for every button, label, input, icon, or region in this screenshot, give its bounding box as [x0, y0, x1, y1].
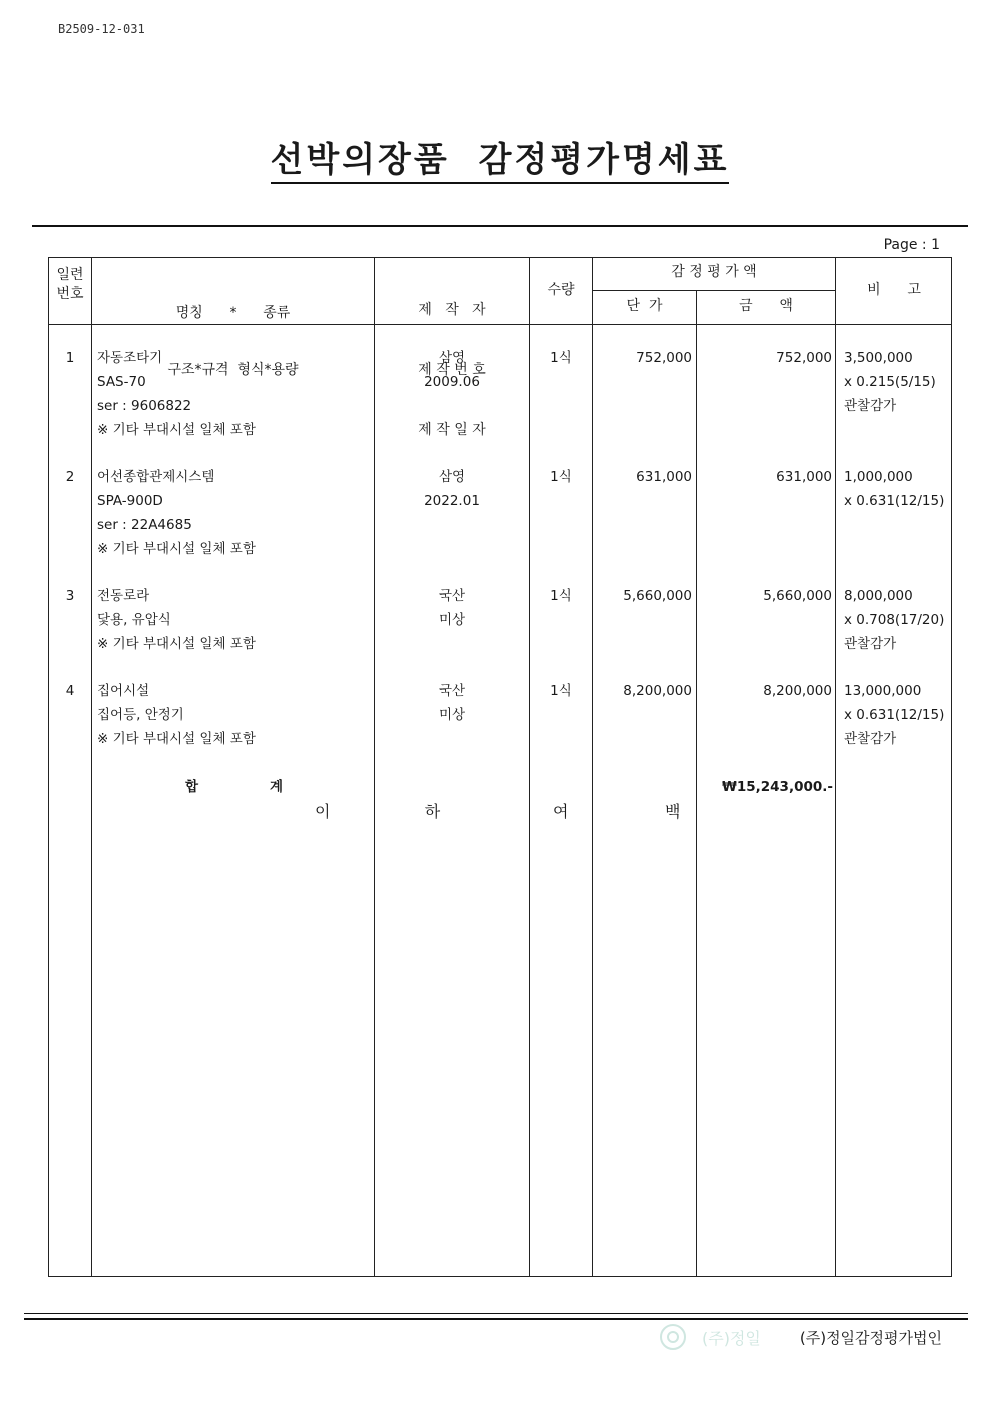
header-quantity: 수량: [547, 282, 575, 298]
header-remarks: 비 고: [867, 282, 921, 298]
item-remarks-base: 3,500,000: [844, 350, 913, 366]
item-remarks: [844, 584, 944, 656]
company-name: (주)정일감정평가법인: [799, 1329, 942, 1347]
blank-marker-3: 여: [553, 802, 569, 821]
blank-marker-4: 백: [665, 802, 681, 821]
item-description: [97, 679, 256, 751]
item-remarks-note: 관찰감가: [844, 731, 897, 747]
item-maker: [375, 346, 529, 394]
item-remarks-factor: x 0.631(12/15): [844, 707, 945, 723]
item-name: 전동로라: [97, 588, 150, 604]
seal-logo-icon: [658, 1322, 688, 1352]
header-unit-price: 단 가: [626, 298, 663, 314]
item-maker-date: 2009.06: [424, 374, 480, 390]
header-serial-no: [49, 266, 91, 304]
total-label-2: 계: [270, 779, 284, 795]
item-serial-no: 4: [65, 683, 75, 699]
page-title: [0, 132, 1000, 181]
item-remarks-factor: x 0.215(5/15): [844, 374, 936, 390]
col-divider: [529, 257, 530, 1277]
header-serial-no-line2: 번호: [56, 286, 84, 302]
item-description: [97, 346, 256, 442]
item-serial: ser : 22A4685: [97, 517, 192, 533]
item-serial-no: 2: [65, 469, 75, 485]
item-unit-price: 631,000: [636, 469, 692, 485]
item-maker-date: 미상: [438, 707, 466, 723]
col-divider: [592, 257, 593, 1277]
item-quantity: 1식: [550, 469, 572, 485]
item-amount: 752,000: [776, 350, 832, 366]
item-note: ※ 기타 부대시설 일체 포함: [97, 636, 256, 652]
item-maker-name: 삼영: [438, 469, 466, 485]
title-text: 선박의장품 감정평가명세표: [271, 140, 730, 184]
item-quantity: 1식: [550, 588, 572, 604]
seal-text: (주)정일: [702, 1329, 761, 1348]
header-maker-line3: 제 작 일 자: [418, 422, 486, 438]
item-maker-name: 삼영: [438, 350, 466, 366]
item-quantity: 1식: [550, 683, 572, 699]
item-maker: [375, 584, 529, 632]
item-maker-date: 미상: [438, 612, 466, 628]
header-maker-line1: 제 작 자: [418, 302, 486, 318]
header-name-line2: 구조*규격 형식*용량: [167, 362, 299, 378]
title-divider: [32, 225, 968, 227]
total-label-1: 합: [185, 779, 199, 795]
footer-divider-top: [24, 1313, 968, 1314]
item-description: [97, 584, 256, 656]
header-maker-line2: 제 작 번 호: [418, 362, 486, 378]
col-divider: [91, 257, 92, 1277]
page-number: Page : 1: [883, 237, 940, 253]
item-amount: 631,000: [776, 469, 832, 485]
item-remarks-base: 8,000,000: [844, 588, 913, 604]
item-remarks-factor: x 0.631(12/15): [844, 493, 945, 509]
item-unit-price: 5,660,000: [623, 588, 692, 604]
item-model: 닻용, 유압식: [97, 612, 171, 628]
item-remarks: [844, 465, 944, 513]
item-maker-name: 국산: [438, 588, 466, 604]
item-remarks-note: 관찰감가: [844, 398, 897, 414]
item-remarks: [844, 679, 944, 751]
item-model: SAS-70: [97, 374, 146, 390]
document-id: B2509-12-031: [58, 22, 145, 36]
header-amount: 금 액: [739, 298, 793, 314]
item-unit-price: 752,000: [636, 350, 692, 366]
item-remarks: [844, 346, 936, 418]
item-serial-no: 1: [65, 350, 75, 366]
blank-marker-2: 하: [424, 802, 441, 821]
item-maker-name: 국산: [438, 683, 466, 699]
item-amount: 8,200,000: [763, 683, 832, 699]
item-serial: ser : 9606822: [97, 398, 192, 414]
header-subdivider: [592, 290, 835, 291]
item-model: SPA-900D: [97, 493, 163, 509]
item-remarks-factor: x 0.708(17/20): [844, 612, 945, 628]
item-maker-date: 2022.01: [424, 493, 480, 509]
item-note: ※ 기타 부대시설 일체 포함: [97, 731, 256, 747]
item-model: 집어등, 안정기: [97, 707, 184, 723]
item-remarks-base: 13,000,000: [844, 683, 922, 699]
item-maker: [375, 465, 529, 513]
item-remarks-base: 1,000,000: [844, 469, 913, 485]
item-serial-no: 3: [65, 588, 75, 604]
item-note: ※ 기타 부대시설 일체 포함: [97, 541, 256, 557]
item-quantity: 1식: [550, 350, 572, 366]
blank-marker-1: 이: [315, 802, 331, 821]
item-maker: [375, 679, 529, 727]
item-name: 어선종합관제시스템: [97, 469, 215, 485]
item-remarks-note: 관찰감가: [844, 636, 897, 652]
item-description: [97, 465, 256, 561]
item-name: 집어시설: [97, 683, 150, 699]
header-serial-no-line1: 일련: [56, 267, 84, 283]
total-amount: ₩15,243,000.-: [721, 779, 833, 795]
item-note: ※ 기타 부대시설 일체 포함: [97, 422, 256, 438]
item-name: 자동조타기: [97, 350, 163, 366]
header-name-line1: 명칭 * 종류: [175, 305, 291, 321]
header-appraisal-value: 감 정 평 가 액: [671, 264, 757, 280]
item-amount: 5,660,000: [763, 588, 832, 604]
item-unit-price: 8,200,000: [623, 683, 692, 699]
col-divider: [835, 257, 836, 1277]
